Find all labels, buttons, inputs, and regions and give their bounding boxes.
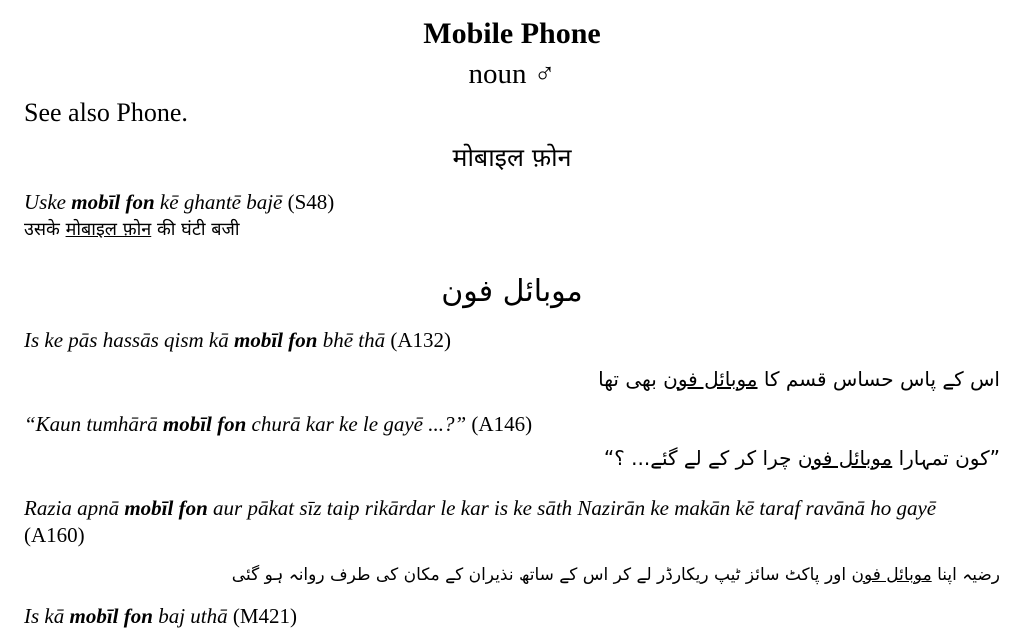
example-5-roman: Is kā mobīl fon baj uthā (M421) — [24, 604, 298, 628]
see-also: See also Phone. — [24, 98, 188, 127]
example-3-urdu: ”کون تمہارا موبائل فون چرا کر کے لے گئے... ؟“ — [603, 446, 1000, 470]
example-4-urdu: رضیہ اپنا موبائل فون اور پاکٹ سائز ٹیپ ریکارڈر لے کر اس کے ساتھ نذیران کے مکان کی طرف روانہ ہو گئی — [231, 565, 1000, 585]
part-of-speech: noun ♂ — [468, 58, 556, 90]
hindi-headword: मोबाइल फ़ोन — [452, 143, 572, 172]
example-2-urdu: اس کے پاس حساس قسم کا موبائل فون بھی تھا — [598, 367, 1000, 391]
entry-title: Mobile Phone — [423, 17, 601, 50]
example-1-devanagari: उसके मोबाइल फ़ोन की घंटी बजी — [24, 219, 240, 240]
example-1-roman: Uske mobīl fon kē ghantē bajē (S48) — [24, 190, 335, 214]
example-3-roman: “Kaun tumhārā mobīl fon churā kar ke le gayē ...?” (A146) — [24, 412, 533, 436]
example-2-roman: Is ke pās hassās qism kā mobīl fon bhē thā (A132) — [24, 328, 451, 352]
example-4-roman: Razia apnā mobīl fon aur pākat sīz taip rikārdar le kar is ke sāth Nazirān ke makān kē taraf ravānā ho gayē (A160) — [24, 496, 937, 547]
urdu-headword: موبائل فون — [441, 274, 583, 309]
